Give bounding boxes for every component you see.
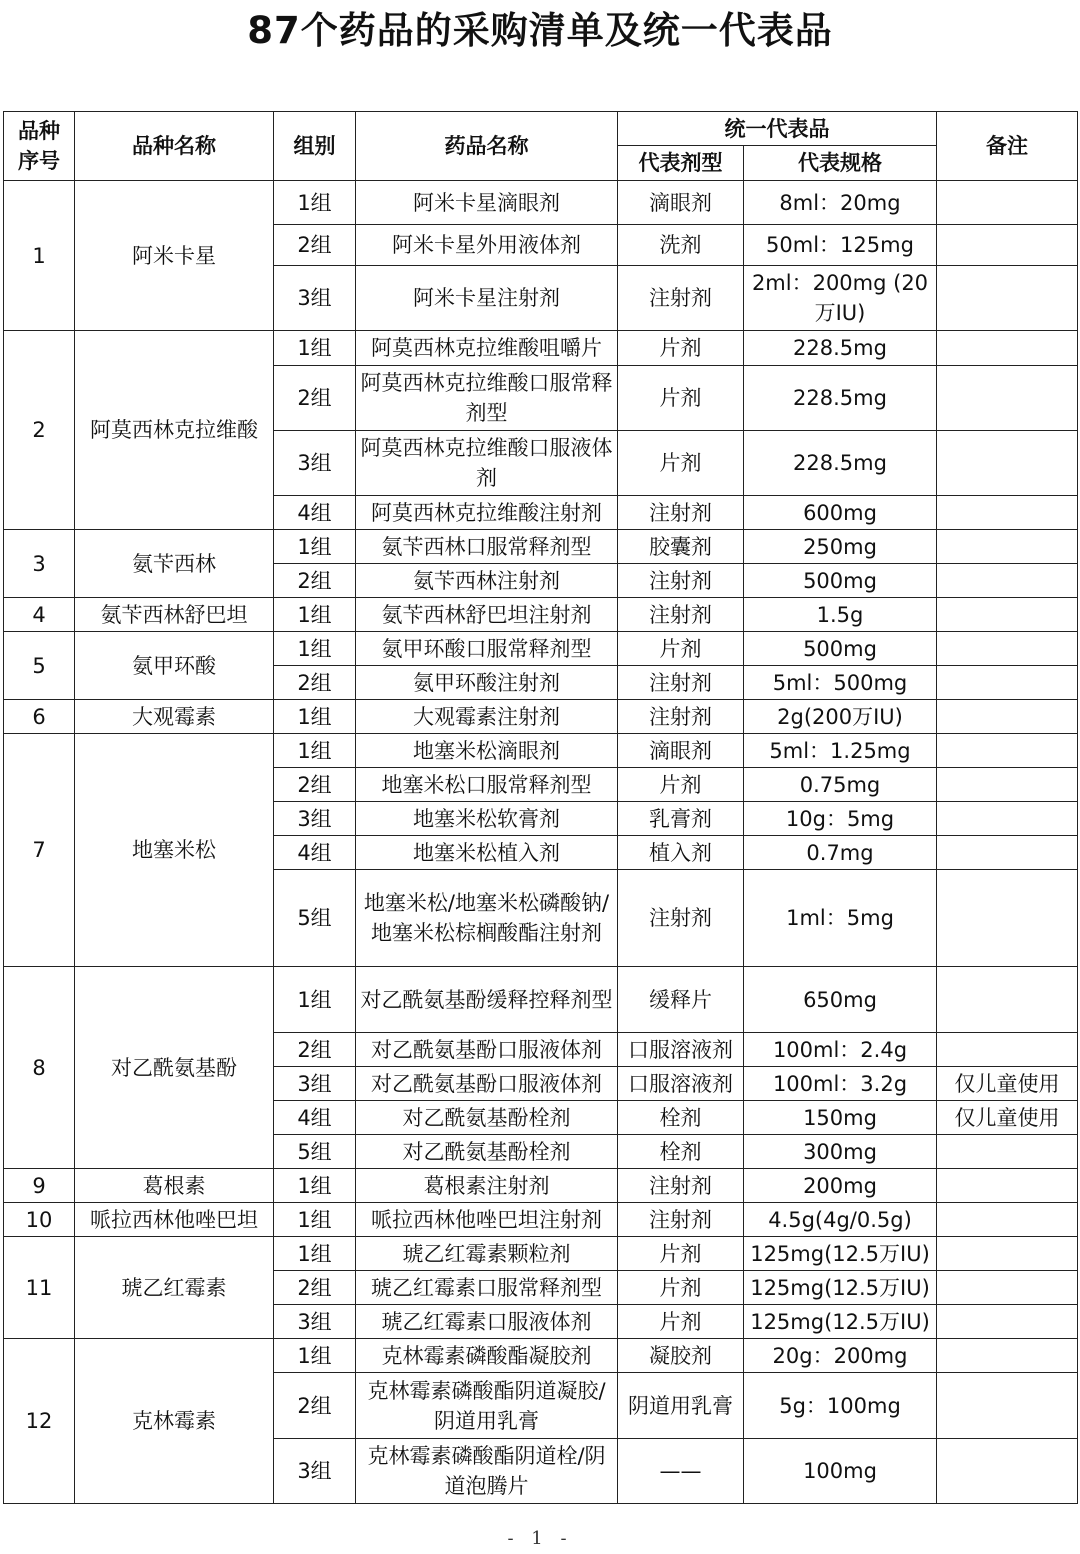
page-number: - 1 - <box>507 1528 573 1549</box>
dosage-form-cell: 片剂 <box>618 1305 744 1339</box>
remark-cell <box>937 1339 1078 1373</box>
spec-cell: 5g：100mg <box>744 1373 937 1439</box>
group-cell: 1组 <box>274 530 356 564</box>
drug-name-cell: 地塞米松/地塞米松磷酸钠/地塞米松棕榈酸酯注射剂 <box>356 870 618 967</box>
dosage-form-cell: 植入剂 <box>618 836 744 870</box>
remark-cell <box>937 366 1078 431</box>
drug-name-cell: 对乙酰氨基酚栓剂 <box>356 1135 618 1169</box>
group-cell: 5组 <box>274 870 356 967</box>
drug-name-cell: 克林霉素磷酸酯凝胶剂 <box>356 1339 618 1373</box>
dosage-form-cell: 注射剂 <box>618 564 744 598</box>
variety-name: 阿米卡星 <box>75 181 274 331</box>
table-row <box>4 700 1078 734</box>
dosage-form-cell: 凝胶剂 <box>618 1339 744 1373</box>
spec-cell: 100mg <box>744 1439 937 1504</box>
spec-cell: 0.7mg <box>744 836 937 870</box>
drug-name-cell: 哌拉西林他唑巴坦注射剂 <box>356 1203 618 1237</box>
group-cell: 1组 <box>274 1169 356 1203</box>
dosage-form-cell: 注射剂 <box>618 870 744 967</box>
remark-cell <box>937 598 1078 632</box>
drug-name-cell: 地塞米松滴眼剂 <box>356 734 618 768</box>
group-cell: 2组 <box>274 666 356 700</box>
procurement-table <box>3 111 1078 1504</box>
variety-name: 地塞米松 <box>75 734 274 967</box>
group-cell: 2组 <box>274 1373 356 1439</box>
drug-name-cell: 阿米卡星注射剂 <box>356 266 618 331</box>
remark-cell <box>937 331 1078 366</box>
drug-name-cell: 地塞米松植入剂 <box>356 836 618 870</box>
remark-cell <box>937 431 1078 496</box>
spec-cell: 4.5g(4g/0.5g) <box>744 1203 937 1237</box>
variety-name: 对乙酰氨基酚 <box>75 967 274 1169</box>
spec-cell: 125mg(12.5万IU) <box>744 1305 937 1339</box>
remark-cell <box>937 700 1078 734</box>
drug-name-cell: 氨苄西林口服常释剂型 <box>356 530 618 564</box>
variety-seq: 3 <box>4 530 75 598</box>
drug-name-cell: 克林霉素磷酸酯阴道凝胶/阴道用乳膏 <box>356 1373 618 1439</box>
spec-cell: 600mg <box>744 496 937 530</box>
variety-seq: 12 <box>4 1339 75 1504</box>
spec-cell: 200mg <box>744 1169 937 1203</box>
variety-seq: 4 <box>4 598 75 632</box>
dosage-form-cell: —— <box>618 1439 744 1504</box>
group-cell: 2组 <box>274 225 356 266</box>
variety-name: 氨苄西林舒巴坦 <box>75 598 274 632</box>
drug-name-cell: 氨甲环酸注射剂 <box>356 666 618 700</box>
group-cell: 5组 <box>274 1135 356 1169</box>
group-cell: 1组 <box>274 734 356 768</box>
spec-cell: 100ml：2.4g <box>744 1033 937 1067</box>
remark-cell <box>937 1135 1078 1169</box>
remark-cell <box>937 870 1078 967</box>
remark-cell <box>937 1305 1078 1339</box>
drug-name-cell: 阿莫西林克拉维酸口服常释剂型 <box>356 366 618 431</box>
dosage-form-cell: 片剂 <box>618 366 744 431</box>
remark-cell: 仅儿童使用 <box>937 1101 1078 1135</box>
dosage-form-cell: 乳膏剂 <box>618 802 744 836</box>
header-group: 组别 <box>274 112 356 181</box>
drug-name-cell: 阿莫西林克拉维酸咀嚼片 <box>356 331 618 366</box>
spec-cell: 228.5mg <box>744 331 937 366</box>
group-cell: 3组 <box>274 1067 356 1101</box>
table-body <box>4 181 1078 1504</box>
variety-name: 哌拉西林他唑巴坦 <box>75 1203 274 1237</box>
header-drug-name: 药品名称 <box>356 112 618 181</box>
remark-cell <box>937 836 1078 870</box>
group-cell: 2组 <box>274 768 356 802</box>
drug-name-cell: 大观霉素注射剂 <box>356 700 618 734</box>
drug-name-cell: 地塞米松口服常释剂型 <box>356 768 618 802</box>
drug-name-cell: 氨甲环酸口服常释剂型 <box>356 632 618 666</box>
remark-cell <box>937 564 1078 598</box>
variety-seq: 1 <box>4 181 75 331</box>
header-spec: 代表规格 <box>744 146 937 181</box>
remark-cell <box>937 530 1078 564</box>
variety-seq: 7 <box>4 734 75 967</box>
group-cell: 1组 <box>274 967 356 1033</box>
dosage-form-cell: 注射剂 <box>618 496 744 530</box>
dosage-form-cell: 注射剂 <box>618 666 744 700</box>
group-cell: 3组 <box>274 266 356 331</box>
dosage-form-cell: 滴眼剂 <box>618 734 744 768</box>
remark-cell <box>937 266 1078 331</box>
spec-cell: 500mg <box>744 632 937 666</box>
drug-name-cell: 琥乙红霉素口服常释剂型 <box>356 1271 618 1305</box>
dosage-form-cell: 滴眼剂 <box>618 181 744 225</box>
variety-name: 氨苄西林 <box>75 530 274 598</box>
variety-name: 葛根素 <box>75 1169 274 1203</box>
drug-name-cell: 阿莫西林克拉维酸注射剂 <box>356 496 618 530</box>
group-cell: 1组 <box>274 1237 356 1271</box>
dosage-form-cell: 缓释片 <box>618 967 744 1033</box>
drug-name-cell: 氨苄西林舒巴坦注射剂 <box>356 598 618 632</box>
dosage-form-cell: 片剂 <box>618 331 744 366</box>
variety-name: 阿莫西林克拉维酸 <box>75 331 274 530</box>
drug-name-cell: 地塞米松软膏剂 <box>356 802 618 836</box>
page-title: 87个药品的采购清单及统一代表品 <box>247 9 833 52</box>
remark-cell <box>937 1033 1078 1067</box>
group-cell: 2组 <box>274 1033 356 1067</box>
spec-cell: 650mg <box>744 967 937 1033</box>
spec-cell: 8ml：20mg <box>744 181 937 225</box>
dosage-form-cell: 片剂 <box>618 768 744 802</box>
group-cell: 2组 <box>274 1271 356 1305</box>
variety-seq: 9 <box>4 1169 75 1203</box>
variety-seq: 10 <box>4 1203 75 1237</box>
spec-cell: 2ml：200mg (20万IU) <box>744 266 937 331</box>
header-unified: 统一代表品 <box>618 112 937 146</box>
remark-cell <box>937 1439 1078 1504</box>
remark-cell <box>937 181 1078 225</box>
spec-cell: 500mg <box>744 564 937 598</box>
remark-cell <box>937 1169 1078 1203</box>
dosage-form-cell: 注射剂 <box>618 1203 744 1237</box>
spec-cell: 300mg <box>744 1135 937 1169</box>
remark-cell <box>937 734 1078 768</box>
group-cell: 4组 <box>274 496 356 530</box>
remark-cell <box>937 802 1078 836</box>
group-cell: 4组 <box>274 836 356 870</box>
spec-cell: 250mg <box>744 530 937 564</box>
spec-cell: 125mg(12.5万IU) <box>744 1271 937 1305</box>
dosage-form-cell: 注射剂 <box>618 700 744 734</box>
dosage-form-cell: 片剂 <box>618 431 744 496</box>
group-cell: 2组 <box>274 366 356 431</box>
table-row <box>4 530 1078 564</box>
group-cell: 1组 <box>274 331 356 366</box>
spec-cell: 150mg <box>744 1101 937 1135</box>
spec-cell: 125mg(12.5万IU) <box>744 1237 937 1271</box>
group-cell: 1组 <box>274 598 356 632</box>
drug-name-cell: 琥乙红霉素颗粒剂 <box>356 1237 618 1271</box>
table-row <box>4 1169 1078 1203</box>
drug-name-cell: 对乙酰氨基酚口服液体剂 <box>356 1067 618 1101</box>
group-cell: 1组 <box>274 181 356 225</box>
spec-cell: 228.5mg <box>744 431 937 496</box>
drug-name-cell: 琥乙红霉素口服液体剂 <box>356 1305 618 1339</box>
variety-seq: 11 <box>4 1237 75 1339</box>
spec-cell: 10g：5mg <box>744 802 937 836</box>
group-cell: 3组 <box>274 431 356 496</box>
drug-name-cell: 葛根素注射剂 <box>356 1169 618 1203</box>
remark-cell <box>937 632 1078 666</box>
remark-cell <box>937 225 1078 266</box>
remark-cell: 仅儿童使用 <box>937 1067 1078 1101</box>
variety-seq: 6 <box>4 700 75 734</box>
spec-cell: 2g(200万IU) <box>744 700 937 734</box>
spec-cell: 20g：200mg <box>744 1339 937 1373</box>
group-cell: 3组 <box>274 1305 356 1339</box>
table-row <box>4 598 1078 632</box>
table-row <box>4 181 1078 225</box>
table-row <box>4 967 1078 1033</box>
group-cell: 2组 <box>274 564 356 598</box>
variety-name: 大观霉素 <box>75 700 274 734</box>
drug-name-cell: 氨苄西林注射剂 <box>356 564 618 598</box>
remark-cell <box>937 967 1078 1033</box>
drug-name-cell: 克林霉素磷酸酯阴道栓/阴道泡腾片 <box>356 1439 618 1504</box>
drug-name-cell: 阿米卡星滴眼剂 <box>356 181 618 225</box>
dosage-form-cell: 口服溶液剂 <box>618 1067 744 1101</box>
group-cell: 1组 <box>274 1339 356 1373</box>
remark-cell <box>937 1373 1078 1439</box>
table-row <box>4 632 1078 666</box>
remark-cell <box>937 1271 1078 1305</box>
spec-cell: 50ml：125mg <box>744 225 937 266</box>
drug-name-cell: 阿米卡星外用液体剂 <box>356 225 618 266</box>
group-cell: 3组 <box>274 802 356 836</box>
spec-cell: 1.5g <box>744 598 937 632</box>
dosage-form-cell: 注射剂 <box>618 598 744 632</box>
drug-name-cell: 对乙酰氨基酚缓释控释剂型 <box>356 967 618 1033</box>
group-cell: 3组 <box>274 1439 356 1504</box>
variety-seq: 8 <box>4 967 75 1169</box>
header-dosage-form: 代表剂型 <box>618 146 744 181</box>
group-cell: 4组 <box>274 1101 356 1135</box>
remark-cell <box>937 768 1078 802</box>
dosage-form-cell: 片剂 <box>618 632 744 666</box>
group-cell: 1组 <box>274 632 356 666</box>
dosage-form-cell: 胶囊剂 <box>618 530 744 564</box>
remark-cell <box>937 1237 1078 1271</box>
header-remark: 备注 <box>937 112 1078 181</box>
drug-name-cell: 阿莫西林克拉维酸口服液体剂 <box>356 431 618 496</box>
variety-seq: 5 <box>4 632 75 700</box>
group-cell: 1组 <box>274 700 356 734</box>
header-variety-name: 品种名称 <box>75 112 274 181</box>
dosage-form-cell: 注射剂 <box>618 266 744 331</box>
spec-cell: 5ml：500mg <box>744 666 937 700</box>
spec-cell: 1ml：5mg <box>744 870 937 967</box>
dosage-form-cell: 片剂 <box>618 1237 744 1271</box>
dosage-form-cell: 栓剂 <box>618 1135 744 1169</box>
dosage-form-cell: 阴道用乳膏 <box>618 1373 744 1439</box>
variety-name: 氨甲环酸 <box>75 632 274 700</box>
remark-cell <box>937 496 1078 530</box>
variety-seq: 2 <box>4 331 75 530</box>
variety-name: 琥乙红霉素 <box>75 1237 274 1339</box>
dosage-form-cell: 注射剂 <box>618 1169 744 1203</box>
remark-cell <box>937 666 1078 700</box>
drug-name-cell: 对乙酰氨基酚栓剂 <box>356 1101 618 1135</box>
dosage-form-cell: 口服溶液剂 <box>618 1033 744 1067</box>
spec-cell: 100ml：3.2g <box>744 1067 937 1101</box>
spec-cell: 5ml：1.25mg <box>744 734 937 768</box>
header-seq: 品种 序号 <box>4 112 75 181</box>
table-row <box>4 1237 1078 1271</box>
drug-name-cell: 对乙酰氨基酚口服液体剂 <box>356 1033 618 1067</box>
table-row <box>4 331 1078 366</box>
table-row <box>4 734 1078 768</box>
dosage-form-cell: 洗剂 <box>618 225 744 266</box>
dosage-form-cell: 片剂 <box>618 1271 744 1305</box>
group-cell: 1组 <box>274 1203 356 1237</box>
table-row <box>4 1339 1078 1373</box>
dosage-form-cell: 栓剂 <box>618 1101 744 1135</box>
remark-cell <box>937 1203 1078 1237</box>
spec-cell: 228.5mg <box>744 366 937 431</box>
spec-cell: 0.75mg <box>744 768 937 802</box>
table-row <box>4 1203 1078 1237</box>
variety-name: 克林霉素 <box>75 1339 274 1504</box>
